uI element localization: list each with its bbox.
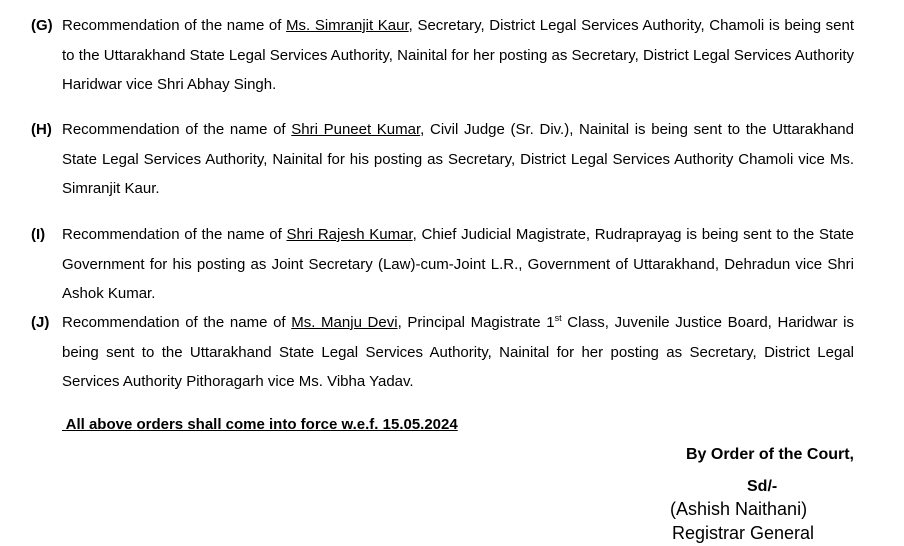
item-text <box>62 220 854 309</box>
item-text <box>62 308 854 397</box>
signer-name: (Ashish Naithani) <box>670 499 808 519</box>
order-item-g <box>31 11 854 100</box>
item-text-post: , Secretary, District Legal Services Authority, Chamoli is being sent to the Uttarakhand State Legal Services Authority, Nainital for her posting as Secretary, District Legal Services Authority Haridwar vice Shri Abhay Singh. <box>62 17 854 93</box>
item-text-post: , Chief Judicial Magistrate, Rudraprayag is being sent to the State Government for his posting as Joint Secretary (Law)-cum-Joint L.R., Government of Uttarakhand, Dehradun vice Shri Ashok Kumar. <box>62 226 854 302</box>
nominee-name: Ms. Manju Devi <box>291 314 398 331</box>
nominee-name: Shri Rajesh Kumar <box>286 226 413 243</box>
item-text-pre: Recommendation of the name of <box>62 121 292 138</box>
force-notice: All above orders shall come into force w.e.f. 15.05.2024 <box>62 416 458 433</box>
item-text <box>62 115 854 204</box>
item-label: (H) <box>31 121 52 138</box>
item-text-pre: Recommendation of the name of <box>62 314 292 331</box>
item-text-post: , Principal Magistrate 1 <box>397 314 555 331</box>
order-item-i <box>31 220 854 309</box>
nominee-name: Ms. Simranjit Kaur <box>286 17 409 34</box>
item-label: (G) <box>31 17 53 34</box>
item-label: (I) <box>31 226 46 243</box>
by-order-line: By Order of the Court, <box>685 446 854 463</box>
item-label: (J) <box>31 314 50 331</box>
order-item-j <box>31 308 854 397</box>
item-text-pre: Recommendation of the name of <box>62 226 287 243</box>
signed-mark: Sd/- <box>747 478 778 495</box>
ordinal-suffix: st <box>554 313 562 323</box>
item-text-post-cont: Class, Juvenile Justice Board, Haridwar is being sent to the Uttarakhand State Legal Services Authority, Nainital for her posting as Secretary, District Legal Services Authority Pithoragarh vice Ms. Vibha Yadav. <box>62 314 854 390</box>
item-text-post: , Civil Judge (Sr. Div.), Nainital is being sent to the Uttarakhand State Legal Services Authority, Nainital for his posting as Secretary, District Legal Services Authority Chamoli vice Ms. Simranjit Kaur. <box>62 121 854 197</box>
item-text-pre: Recommendation of the name of <box>62 17 287 34</box>
signer-designation: Registrar General <box>672 523 815 543</box>
nominee-name: Shri Puneet Kumar <box>291 121 421 138</box>
order-item-h <box>31 115 854 204</box>
item-text <box>62 11 854 100</box>
